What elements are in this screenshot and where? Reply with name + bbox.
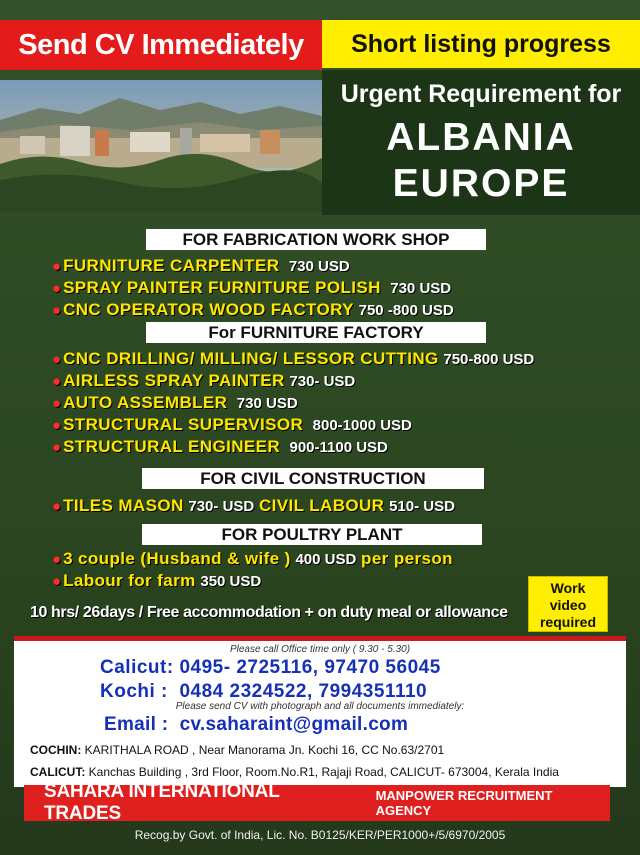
address-label: CALICUT: <box>30 765 86 779</box>
email-line <box>104 714 408 736</box>
phone-label: Kochi : <box>100 681 168 702</box>
job-title: STRUCTURAL ENGINEER <box>63 437 281 456</box>
badge-line: video <box>549 597 587 613</box>
job-salary: 350 USD <box>200 573 262 590</box>
phone-numbers: 0484 2324522, 7994351110 <box>179 681 428 702</box>
bullet-icon: ● <box>52 351 62 368</box>
job-salary: 800-1000 USD <box>312 417 412 434</box>
cochin-address <box>30 743 444 757</box>
job-title: SPRAY PAINTER FURNITURE POLISH <box>63 278 381 297</box>
email-address[interactable]: cv.saharaint@gmail.com <box>179 714 409 735</box>
phone-label: Calicut: <box>100 657 174 678</box>
job-title: TILES MASON <box>63 496 184 515</box>
job-salary: 730 USD <box>390 280 452 297</box>
section-furniture: For FURNITURE FACTORY <box>146 322 486 343</box>
job-title: AIRLESS SPRAY PAINTER <box>63 371 285 390</box>
job-cnc-operator <box>52 300 454 321</box>
job-salary: 750-800 USD <box>443 351 535 368</box>
country-heading: ALBANIA <box>386 116 576 159</box>
job-title: Labour for farm <box>63 571 196 590</box>
job-salary: 750 -800 USD <box>358 302 454 319</box>
company-agency: MANPOWER RECRUITMENT AGENCY <box>375 788 553 818</box>
city-photo <box>0 80 322 212</box>
title-block <box>322 70 640 215</box>
job-title: FURNITURE CARPENTER <box>63 256 280 275</box>
calicut-phone <box>100 657 441 679</box>
kochi-phone <box>100 681 427 703</box>
send-cv-text: Send CV Immediately <box>18 28 304 61</box>
job-title: CIVIL LABOUR <box>258 496 385 515</box>
bullet-icon: ● <box>52 498 62 515</box>
job-title: CNC OPERATOR WOOD FACTORY <box>63 300 354 319</box>
bullet-icon: ● <box>52 439 62 456</box>
work-terms: 10 hrs/ 26days / Free accommodation + on duty meal or allowance <box>30 604 508 621</box>
job-spray-painter-polish <box>52 278 451 299</box>
calicut-address <box>30 765 559 779</box>
office-time-note: Please call Office time only ( 9.30 - 5.30) <box>229 644 411 655</box>
company-name: SAHARA INTERNATIONAL TRADES <box>44 781 280 824</box>
address-label: COCHIN: <box>30 743 82 757</box>
company-banner <box>24 781 610 824</box>
job-title: CNC DRILLING/ MILLING/ LESSOR CUTTING <box>63 349 439 368</box>
short-listing-text: Short listing progress <box>351 29 611 58</box>
bullet-icon: ● <box>52 280 62 297</box>
bullet-icon: ● <box>52 302 62 319</box>
bullet-icon: ● <box>52 395 62 412</box>
job-airless-spray <box>52 371 355 392</box>
bullet-icon: ● <box>52 417 62 434</box>
phone-numbers: 0495- 2725116, 97470 56045 <box>179 657 441 678</box>
badge-line: Work <box>550 580 586 596</box>
bullet-icon: ● <box>52 258 62 275</box>
section-civil: FOR CIVIL CONSTRUCTION <box>142 468 484 489</box>
job-structural-engineer <box>52 437 388 458</box>
job-salary-suffix: per person <box>361 549 453 568</box>
recognition-line: Recog.by Govt. of India, Lic. No. B0125/KER/PER1000+/5/6970/2005 <box>134 828 506 842</box>
job-salary: 730 USD <box>288 258 350 275</box>
section-fabrication: FOR FABRICATION WORK SHOP <box>146 229 486 250</box>
job-civil-row <box>52 496 455 517</box>
video-required-badge <box>528 576 608 632</box>
bullet-icon: ● <box>52 573 62 590</box>
send-cv-banner <box>0 20 322 70</box>
contact-card <box>14 636 626 787</box>
urgent-heading: Urgent Requirement for <box>340 80 622 108</box>
job-cnc-drilling <box>52 349 534 370</box>
short-listing-banner <box>322 20 640 68</box>
job-auto-assembler <box>52 393 298 414</box>
job-title: AUTO ASSEMBLER <box>63 393 228 412</box>
job-salary: 730- USD <box>289 373 356 390</box>
job-salary: 730- USD <box>188 498 255 515</box>
address-text: Kanchas Building , 3rd Floor, Room.No.R1, Rajaji Road, CALICUT- 673004, Kerala India <box>88 765 559 779</box>
region-heading: EUROPE <box>392 162 570 205</box>
job-couple <box>52 549 453 570</box>
bullet-icon: ● <box>52 551 62 568</box>
send-cv-note: Please send CV with photograph and all documents immediately: <box>175 701 465 712</box>
address-text: KARITHALA ROAD , Near Manorama Jn. Kochi 16, CC No.63/2701 <box>84 743 445 757</box>
section-poultry: FOR POULTRY PLANT <box>142 524 482 545</box>
job-furniture-carpenter <box>52 256 350 277</box>
email-label: Email : <box>104 714 169 735</box>
job-salary: 730 USD <box>236 395 298 412</box>
city-skyline-image <box>0 80 322 212</box>
job-title: STRUCTURAL SUPERVISOR <box>63 415 304 434</box>
job-title: 3 couple (Husband & wife ) <box>63 549 291 568</box>
job-salary: 510- USD <box>389 498 455 515</box>
bullet-icon: ● <box>52 373 62 390</box>
job-farm-labour <box>52 571 261 592</box>
job-salary: 900-1100 USD <box>289 439 388 456</box>
job-structural-supervisor <box>52 415 412 436</box>
badge-line: required <box>539 614 596 630</box>
job-salary: 400 USD <box>295 551 357 568</box>
